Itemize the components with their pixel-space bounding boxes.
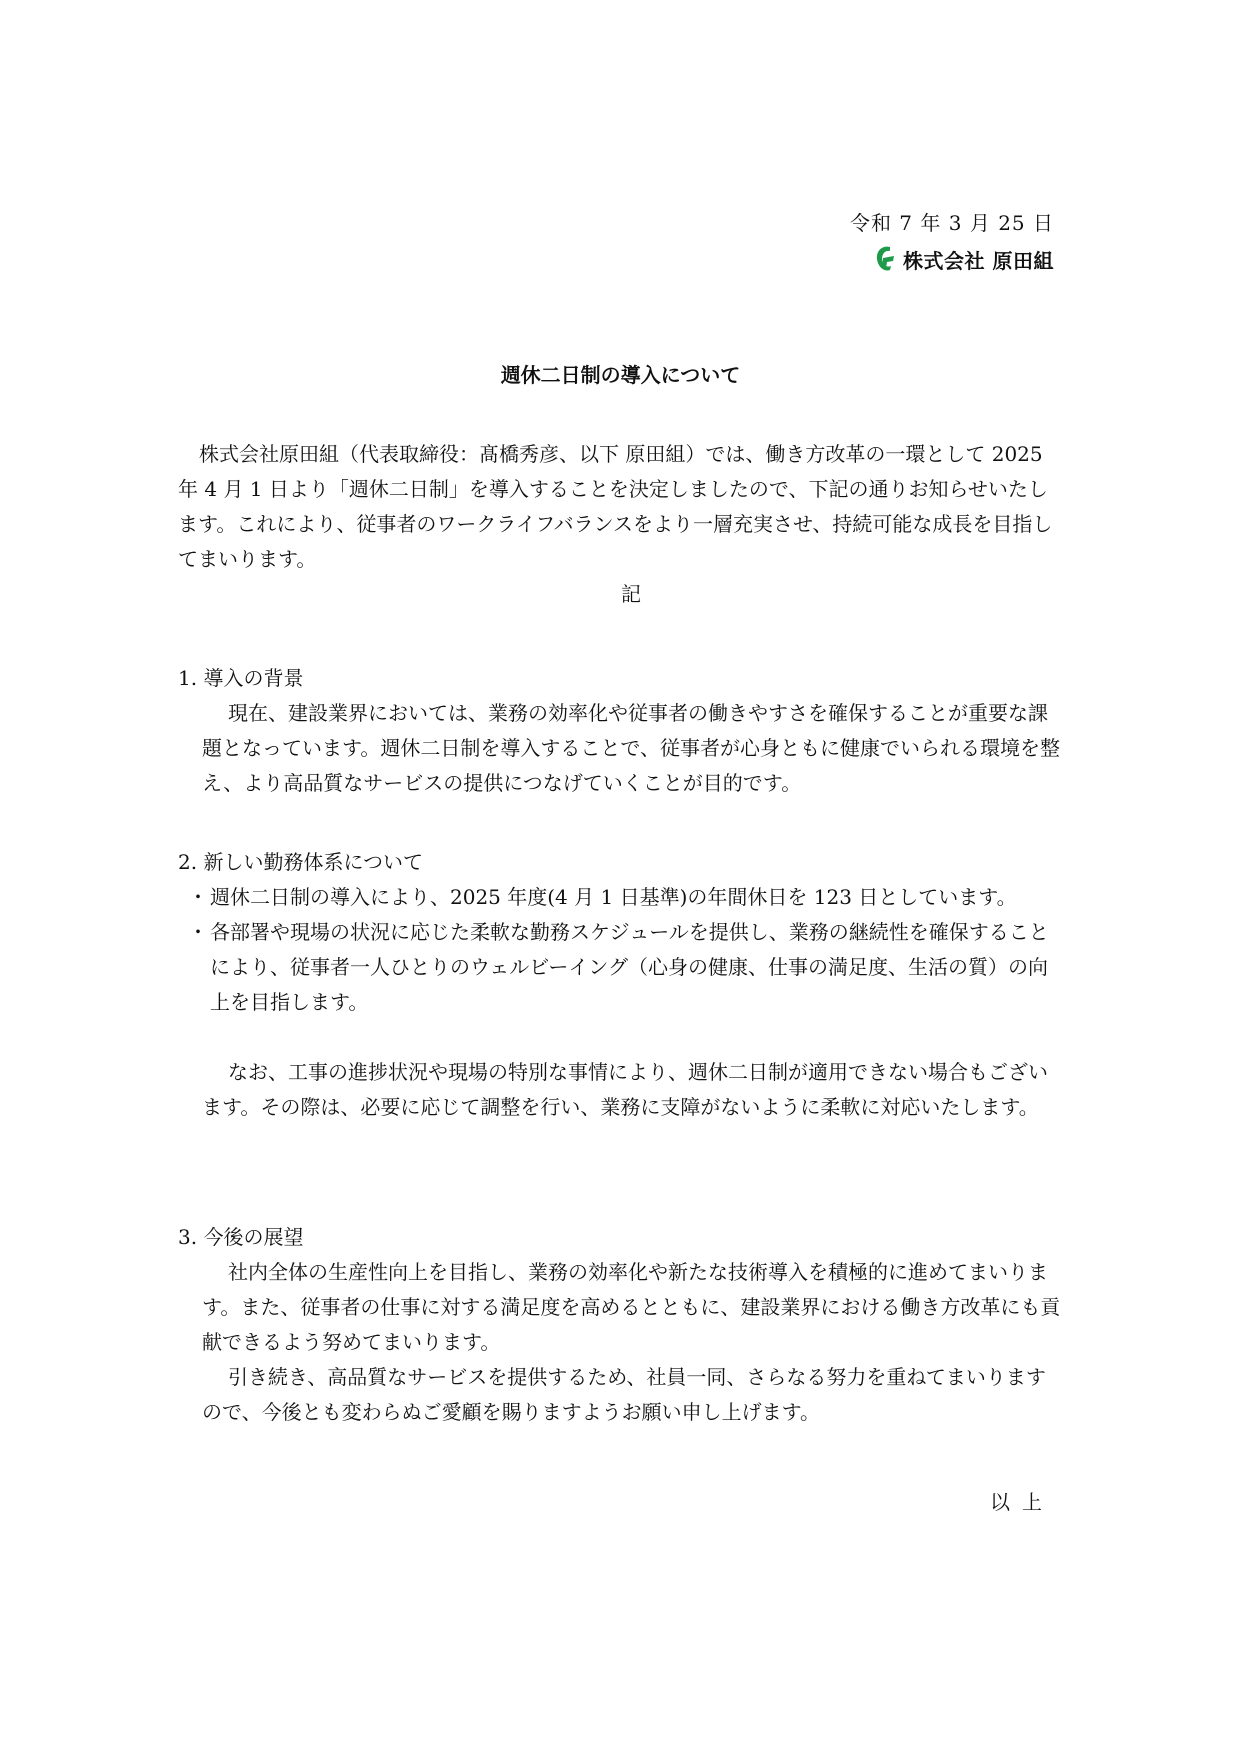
section-heading: 2. 新しい勤務体系について [178, 850, 424, 874]
section-heading: 3. 今後の展望 [178, 1225, 304, 1249]
company-logo-icon [873, 244, 897, 274]
list-item [188, 880, 1063, 915]
ki-marker: 記 [621, 582, 641, 606]
bullet-mark: ・ [188, 885, 208, 909]
intro-block [178, 437, 1063, 612]
issue-date: 令和 7 年 3 月 25 日 [849, 211, 1054, 235]
bullet-text: 各部署や現場の状況に応じた柔軟な勤務スケジュールを提供し、業務の継続性を確保することにより、従事者一人ひとりのウェルビーイング（心身の健康、仕事の満足度、生活の質）の向上を目指します。 [210, 920, 1049, 1014]
section-heading: 1. 導入の背景 [178, 666, 304, 690]
document-header [850, 208, 1054, 274]
intro-paragraph: 株式会社原田組（代表取締役：髙橋秀彦、以下 原田組）では、働き方改革の一環として 2025 年 4 月 1 日より「週休二日制」を導入することを決定しましたので、下記の通りお知らせいたします。これにより、従事者のワークライフバランスをより一層充実させ、持続可能な成長を目指してまいります。 [178, 442, 1053, 571]
section-background [178, 661, 1063, 801]
bullet-text: 週休二日制の導入により、2025 年度(4 月 1 日基準)の年間休日を 123 日としています。 [210, 885, 1017, 909]
company-name: 株式会社 原田組 [903, 248, 1054, 273]
bullet-mark: ・ [188, 920, 208, 944]
company-block [850, 244, 1054, 274]
list-item [188, 915, 1063, 1020]
closing-mark: 以上 [990, 1490, 1054, 1514]
section-note: なお、工事の進捗状況や現場の特別な事情により、週休二日制が適用できない場合もございます。その際は、必要に応じて調整を行い、業務に支障がないように柔軟に対応いたします。 [202, 1060, 1048, 1119]
bullet-list [178, 880, 1063, 1020]
section-paragraph: 現在、建設業界においては、業務の効率化や従事者の働きやすさを確保することが重要な課題となっています。週休二日制を導入することで、従事者が心身ともに健康でいられる環境を整え、より高品質なサービスの提供につなげていくことが目的です。 [202, 701, 1060, 795]
section-paragraph: 引き続き、高品質なサービスを提供するため、社員一同、さらなる努力を重ねてまいりますので、今後とも変わらぬご愛顧を賜りますようお願い申し上げます。 [202, 1365, 1046, 1424]
section-paragraph: 社内全体の生産性向上を目指し、業務の効率化や新たな技術導入を積極的に進めてまいります。また、従事者の仕事に対する満足度を高めるとともに、建設業界における働き方改革にも貢献できるよう努めてまいります。 [202, 1260, 1061, 1354]
document-title: 週休二日制の導入について [500, 363, 741, 387]
section-new-schedule [178, 845, 1063, 1125]
section-outlook [178, 1220, 1063, 1430]
